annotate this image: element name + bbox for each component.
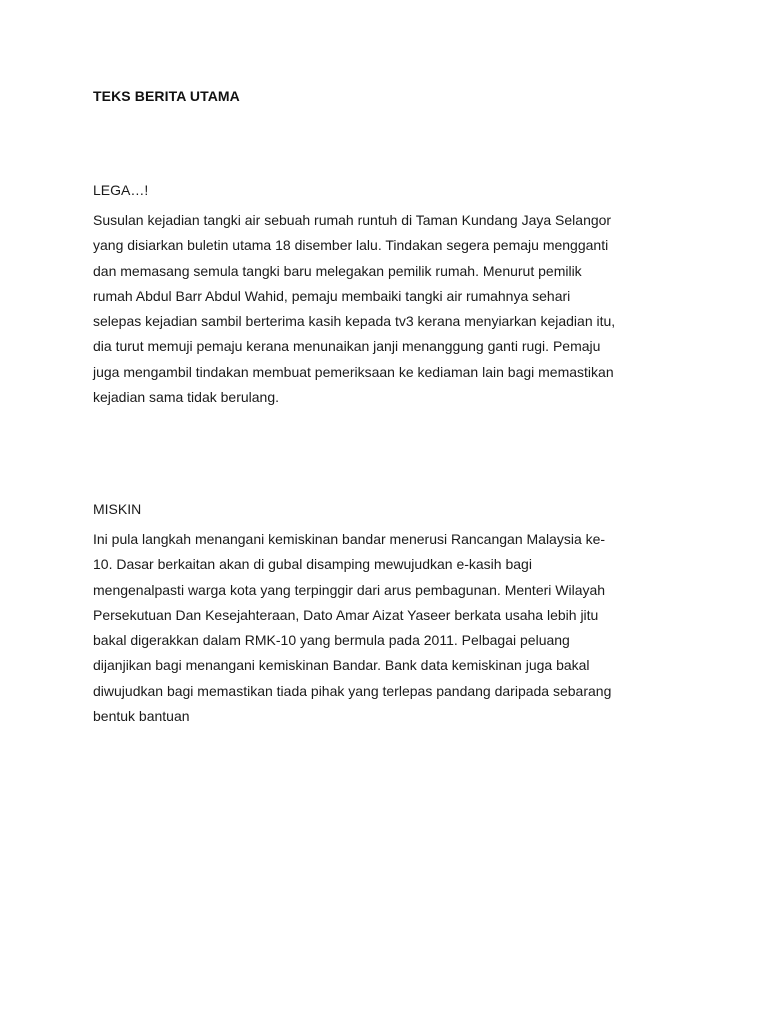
news-section-miskin <box>93 500 683 729</box>
news-section-lega <box>93 181 683 410</box>
document-title: TEKS BERITA UTAMA <box>93 88 240 104</box>
section-heading: LEGA…! <box>93 182 149 198</box>
section-body: Ini pula langkah menangani kemiskinan bandar menerusi Rancangan Malaysia ke- 10. Dasar berkaitan akan di gubal disamping mewujudkan e-kasih bagi mengenalpasti warga kota yang terpinggir dari arus pembagunan. Menteri Wilayah Persekutuan Dan Kesejahteraan, Dato Amar Aizat Yaseer berkata usaha lebih jitu bakal digerakkan dalam RMK-10 yang bermula pada 2011. Pelbagai peluang dijanjikan bagi menangani kemiskinan Bandar. Bank data kemiskinan juga bakal diwujudkan bagi memastikan tiada pihak yang terlepas pandang daripada sebarang bentuk bantuan <box>93 531 612 725</box>
section-body: Susulan kejadian tangki air sebuah rumah runtuh di Taman Kundang Jaya Selangor yang disiarkan buletin utama 18 disember lalu. Tindakan segera pemaju mengganti dan memasang semula tangki baru melegakan pemilik rumah. Menurut pemilik rumah Abdul Barr Abdul Wahid, pemaju membaiki tangki air rumahnya sehari selepas kejadian sambil berterima kasih kepada tv3 kerana menyiarkan kejadian itu, dia turut memuji pemaju kerana menunaikan janji menanggung ganti rugi. Pemaju juga mengambil tindakan membuat pemeriksaan ke kediaman lain bagi memastikan kejadian sama tidak berulang. <box>93 212 616 406</box>
section-heading: MISKIN <box>93 501 142 517</box>
